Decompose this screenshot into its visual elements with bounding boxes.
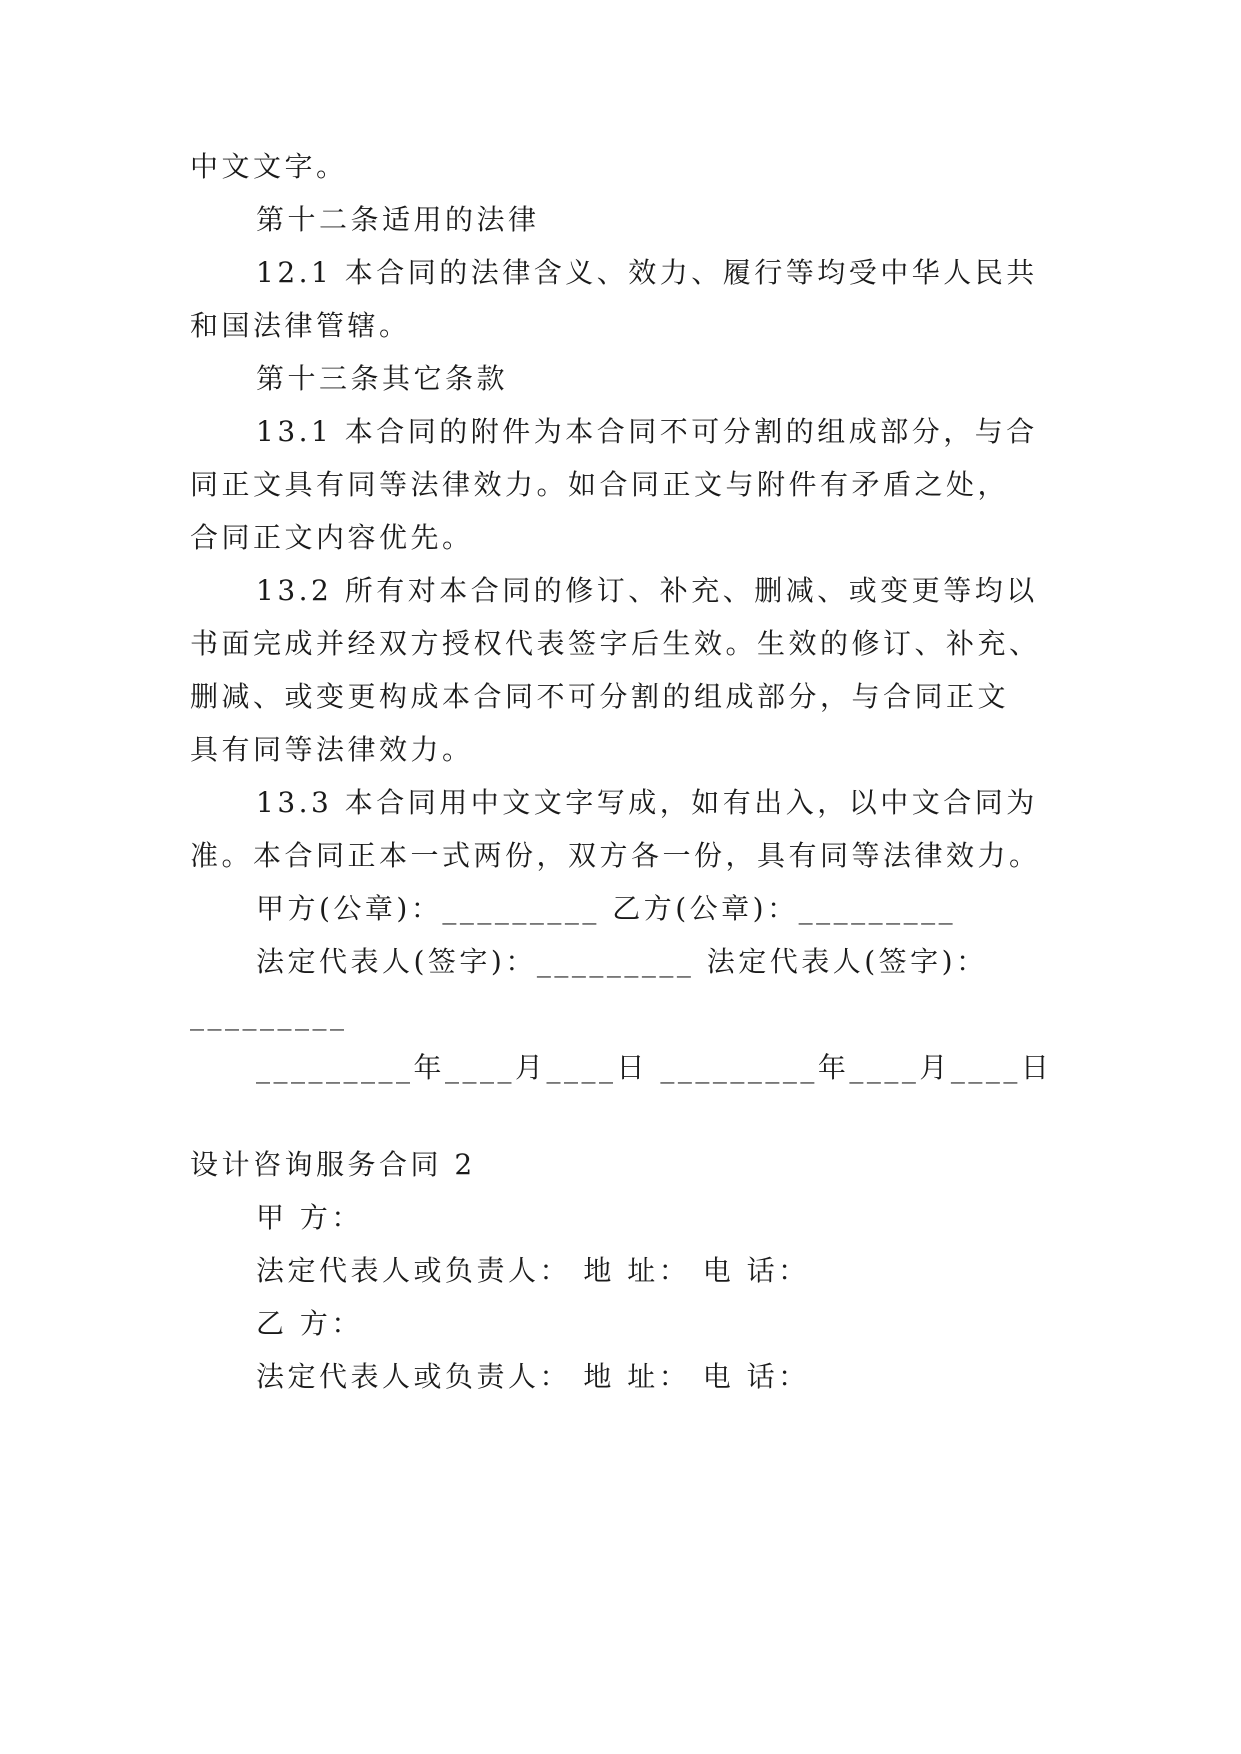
signature-date-line: _________年____月____日 _________年____月____日	[256, 1051, 1053, 1084]
continued-line: 中文文字。	[190, 150, 348, 183]
signature-rep-line: 法定代表人(签字)：_________ 法定代表人(签字)：	[256, 945, 988, 978]
contract-2-title: 设计咨询服务合同 2	[190, 1148, 476, 1181]
clause-13-3-line: 准。本合同正本一式两份，双方各一份，具有同等法律效力。	[190, 839, 1041, 872]
clause-13-2-line: 具有同等法律效力。	[190, 733, 474, 766]
clause-13-2-line: 删减、或变更构成本合同不可分割的组成部分，与合同正文	[190, 680, 1010, 713]
clause-13-3-line: 13.3 本合同用中文文字写成，如有出入，以中文合同为	[256, 786, 1038, 819]
article-13-heading: 第十三条其它条款	[256, 362, 509, 395]
article-12-heading: 第十二条适用的法律	[256, 203, 540, 236]
party-a-info: 法定代表人或负责人： 地 址： 电 话：	[256, 1254, 810, 1287]
party-b-info: 法定代表人或负责人： 地 址： 电 话：	[256, 1360, 810, 1393]
clause-13-2-line: 书面完成并经双方授权代表签字后生效。生效的修订、补充、	[190, 627, 1041, 660]
party-a-label: 甲 方：	[256, 1201, 363, 1234]
clause-13-1-line: 同正文具有同等法律效力。如合同正文与附件有矛盾之处，	[190, 468, 1010, 501]
signature-seal-line: 甲方(公章)：_________ 乙方(公章)：_________	[256, 892, 957, 925]
clause-13-1-line: 13.1 本合同的附件为本合同不可分割的组成部分，与合	[256, 415, 1038, 448]
clause-12-1-line: 12.1 本合同的法律含义、效力、履行等均受中华人民共	[256, 256, 1038, 289]
party-b-label: 乙 方：	[256, 1307, 363, 1340]
clause-13-1-line: 合同正文内容优先。	[190, 521, 474, 554]
signature-rep-blank: _________	[190, 998, 348, 1031]
clause-12-1-line: 和国法律管辖。	[190, 309, 411, 342]
clause-13-2-line: 13.2 所有对本合同的修订、补充、删减、或变更等均以	[256, 574, 1038, 607]
